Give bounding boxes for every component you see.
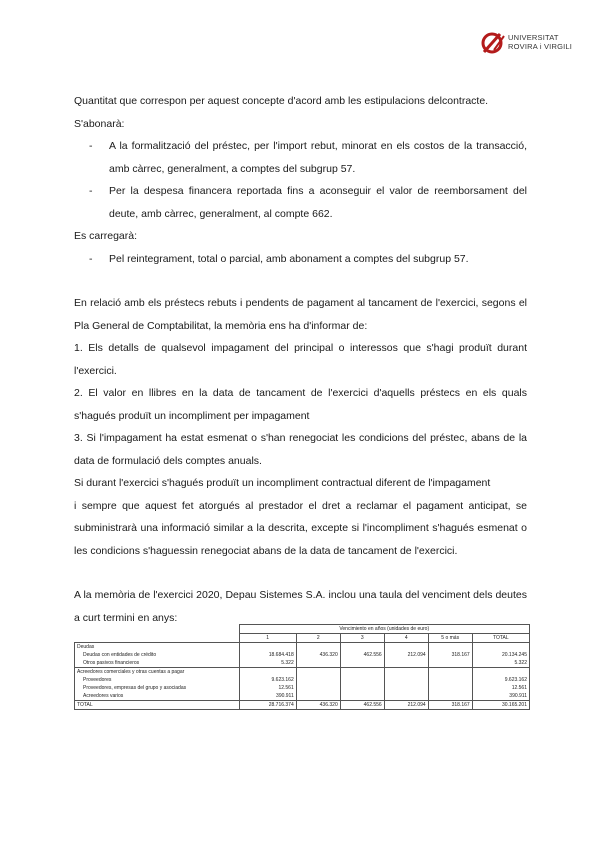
paragraph: En relació amb els préstecs rebuts i pendents de pagament al tancament de l'exercici, segons el Pla General de Comptabilitat, la memòria ens ha d'informar de:: [74, 297, 527, 332]
table-row: Deudas: [75, 643, 530, 652]
university-logo: [480, 30, 590, 56]
paragraph: A la memòria de l'exercici 2020, Depau Sistemes S.A. inclou una taula del venciment dels deutes a curt termini en anys:: [74, 589, 527, 624]
table-title: Vencimiento en años (unidades de euro): [239, 625, 530, 634]
paragraph: Si durant l'exercici s'hagués produït un incompliment contractual diferent de l'impagament: [74, 477, 491, 489]
dash-item: - Pel reintegrament, total o parcial, amb abonament a comptes del subgrup 57.: [74, 248, 527, 271]
logo-line-1: UNIVERSITAT: [508, 33, 559, 42]
paragraph: Es carregarà:: [74, 230, 138, 242]
table-row: Deudas con entidades de crédito 18.684.418 436.320 462.556 212.094 318.167 20.134.245: [75, 651, 530, 659]
paragraph: i sempre que aquest fet atorgués al prestador el dret a reclamar el pagament anticipat, se subministrarà una informació similar a la descrita, excepte si l'incompliment s'hagués esmenat o les condicions s'haguessin renegociat abans de la data de tancament de l'exercici.: [74, 499, 527, 557]
column-header: 2: [296, 634, 340, 643]
document-body: [74, 90, 527, 629]
paragraph: S'abonarà:: [74, 117, 125, 130]
paragraph: 1. Els detalls de qualsevol impagament del principal o interessos que s'hagi produït durant l'exercici.: [74, 342, 527, 377]
column-header: 5 o más: [428, 634, 472, 643]
urv-logo-icon: [480, 30, 506, 56]
logo-line-2: ROVIRA i VIRGILI: [508, 42, 573, 51]
paragraph: Quantitat que correspon per aquest concepte d'acord amb les estipulacions delcontracte.: [74, 95, 489, 107]
table-row-total: TOTAL 28.716.374 436.320 462.556 212.094 318.167 30.165.201: [75, 701, 530, 710]
dash-item: - A la formalització del préstec, per l'import rebut, minorat en els costos de la transacció, amb càrrec, generalment, a comptes del subgrup 57.: [74, 135, 527, 180]
column-header: 1: [239, 634, 296, 643]
maturity-table: [74, 624, 530, 710]
table-row: Otros pasivos financieros 5.322 5.322: [75, 659, 530, 668]
table-row: Acreedores varios 390.911 390.911: [75, 692, 530, 701]
table-row: Acreedores comerciales y otras cuentas a pagar: [75, 668, 530, 677]
dash-item: - Per la despesa financera reportada fins a aconseguir el valor de reemborsament del deute, amb càrrec, generalment, al compte 662.: [74, 180, 527, 225]
table-row: Proveedores 9.623.162 9.623.162: [75, 676, 530, 684]
column-header: TOTAL: [472, 634, 529, 643]
paragraph: 2. El valor en llibres en la data de tancament de l'exercici d'aquells préstecs en els quals s'hagués produït un incompliment per impagament: [74, 387, 527, 422]
paragraph: 3. Si l'impagament ha estat esmenat o s'han renegociat les condicions del préstec, abans de la data de formulació dels comptes anuals.: [74, 432, 527, 467]
table-row: Proveedores, empresas del grupo y asociadas 12.561 12.561: [75, 684, 530, 692]
column-header: 4: [384, 634, 428, 643]
column-header: 3: [340, 634, 384, 643]
